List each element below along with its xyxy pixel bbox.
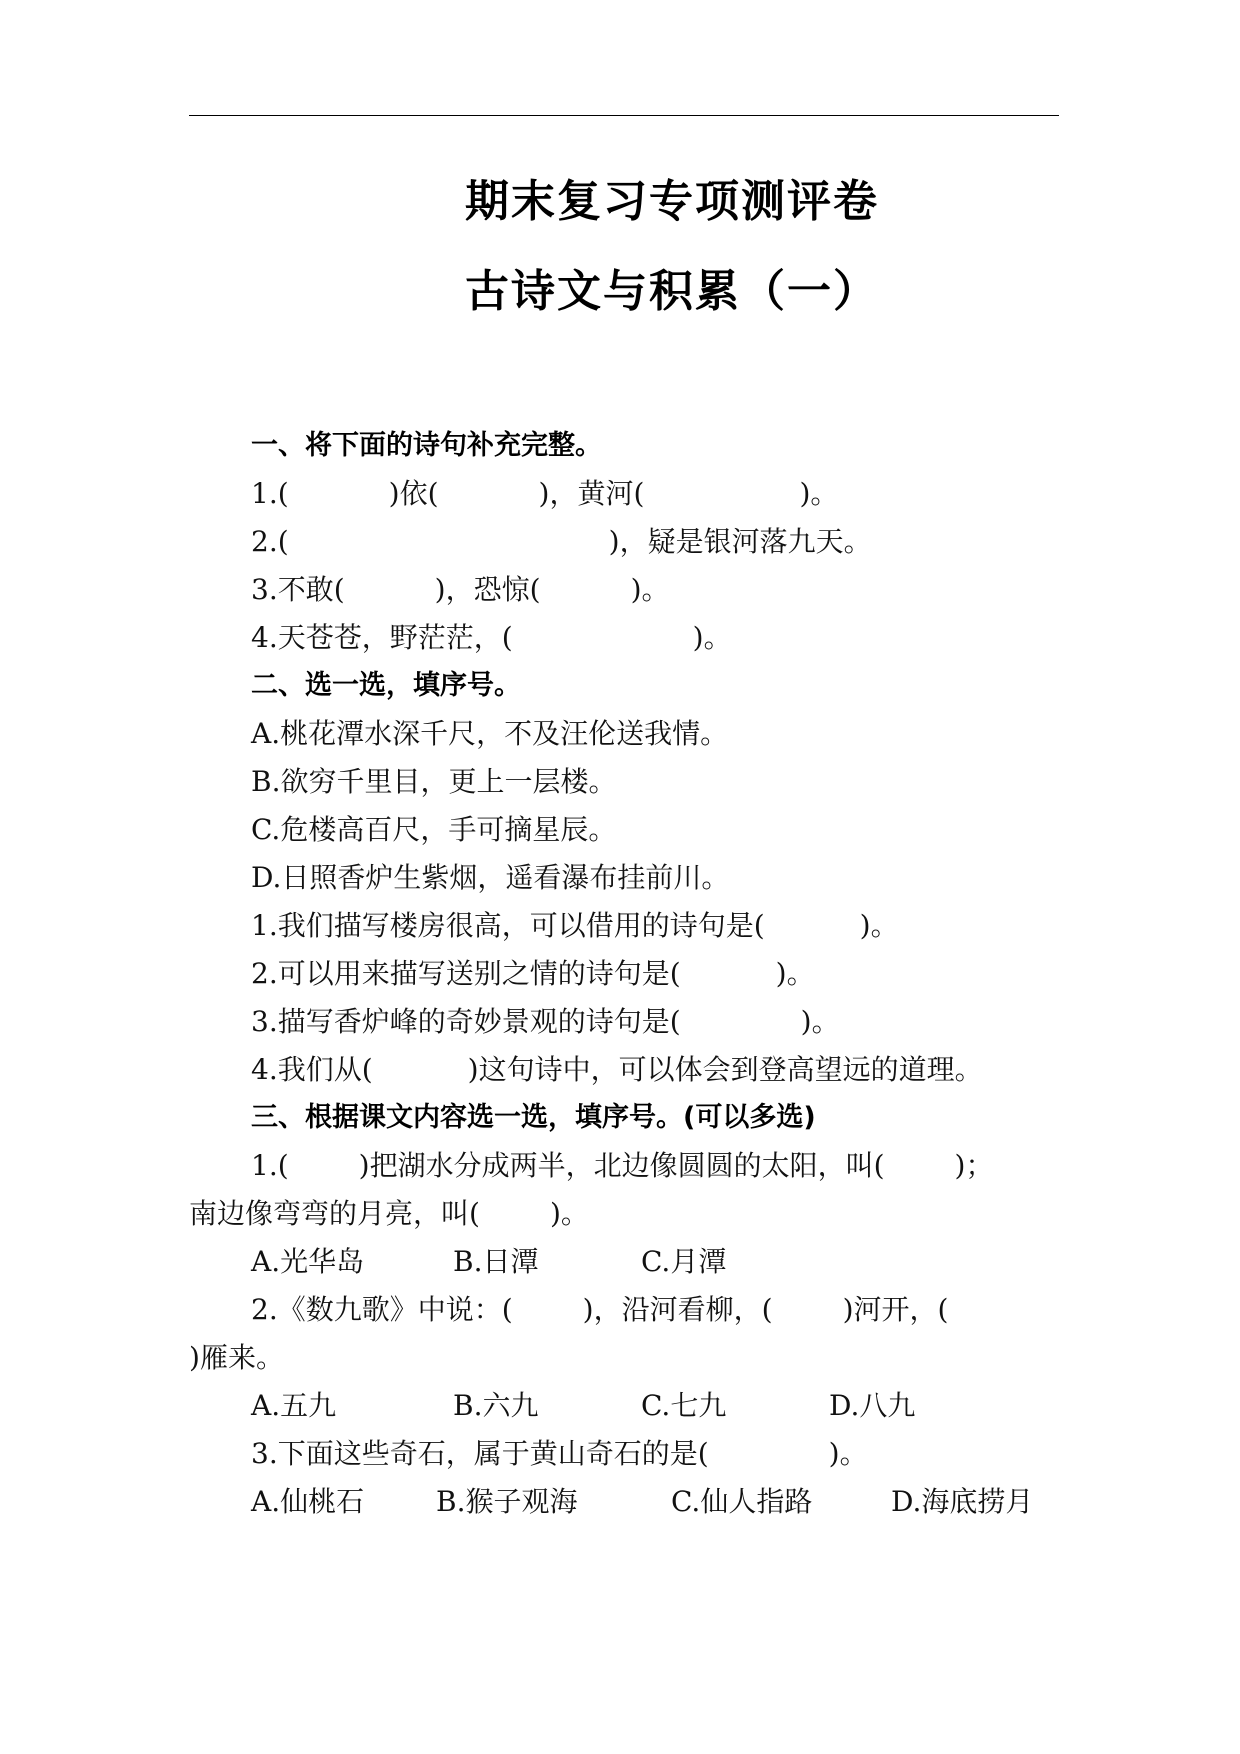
header-rule [189, 115, 1059, 116]
section2-option-a: A.桃花潭水深千尺，不及汪伦送我情。 [251, 717, 729, 750]
section3-q1-options [251, 1242, 726, 1282]
section3-q3-options [251, 1482, 1033, 1522]
option-item: C.月潭 [641, 1245, 727, 1278]
section3-heading: 三、根据课文内容选一选，填序号。(可以多选) [251, 1102, 816, 1133]
section2-option-b: B.欲穷千里目，更上一层楼。 [251, 765, 617, 798]
section1-q4: 4.天苍苍，野茫茫，( )。 [251, 621, 732, 654]
q-number: 4. [251, 621, 278, 654]
section3-q1-line2: 南边像弯弯的月亮，叫( )。 [189, 1197, 589, 1230]
section3-q2-line1: 2.《数九歌》中说：( )，沿河看柳，( )河开，( [251, 1293, 949, 1326]
q-number: 2. [251, 1293, 278, 1326]
q-number: 3. [251, 573, 278, 606]
section1-q2: 2.( )，疑是银河落九天。 [251, 525, 872, 558]
option-item: A.光华岛 [251, 1245, 365, 1278]
section3-q1-line1: 1.( )把湖水分成两半，北边像圆圆的太阳，叫( )； [251, 1149, 994, 1182]
q-number: 1. [251, 1149, 278, 1182]
section3-q3: 3.下面这些奇石，属于黄山奇石的是( )。 [251, 1437, 868, 1470]
section2-option-c: C.危楼高百尺，手可摘星辰。 [251, 813, 617, 846]
section2-q2: 2.可以用来描写送别之情的诗句是( )。 [251, 957, 815, 990]
section3-q2-options [251, 1386, 915, 1426]
section3-q2-line2: )雁来。 [189, 1341, 284, 1374]
section1-q1: 1.( )依( )，黄河( )。 [251, 477, 839, 510]
option-item: A.仙桃石 [251, 1485, 365, 1518]
section2-q4: 4.我们从( )这句诗中，可以体会到登高望远的道理。 [251, 1053, 983, 1086]
option-item: A.五九 [251, 1389, 337, 1422]
option-item: B.日潭 [453, 1245, 539, 1278]
section2-q1: 1.我们描写楼房很高，可以借用的诗句是( )。 [251, 909, 899, 942]
option-item: D.八九 [829, 1389, 916, 1422]
section1-q3: 3.不敢( )，恐惊( )。 [251, 573, 670, 606]
option-item: B.六九 [453, 1389, 539, 1422]
section2-q3: 3.描写香炉峰的奇妙景观的诗句是( )。 [251, 1005, 840, 1038]
q-number: 2. [251, 525, 278, 558]
page-subtitle: 古诗文与积累（一） [465, 266, 879, 317]
section2-heading: 二、选一选，填序号。 [251, 670, 521, 701]
option-item: B.猴子观海 [436, 1485, 578, 1518]
section1-heading: 一、将下面的诗句补充完整。 [251, 430, 602, 461]
page-title: 期末复习专项测评卷 [465, 176, 879, 227]
option-item: C.仙人指路 [671, 1485, 813, 1518]
section2-option-d: D.日照香炉生紫烟，遥看瀑布挂前川。 [251, 861, 730, 894]
q-number: 1. [251, 477, 278, 510]
option-item: C.七九 [641, 1389, 727, 1422]
option-item: D.海底捞月 [891, 1485, 1034, 1518]
